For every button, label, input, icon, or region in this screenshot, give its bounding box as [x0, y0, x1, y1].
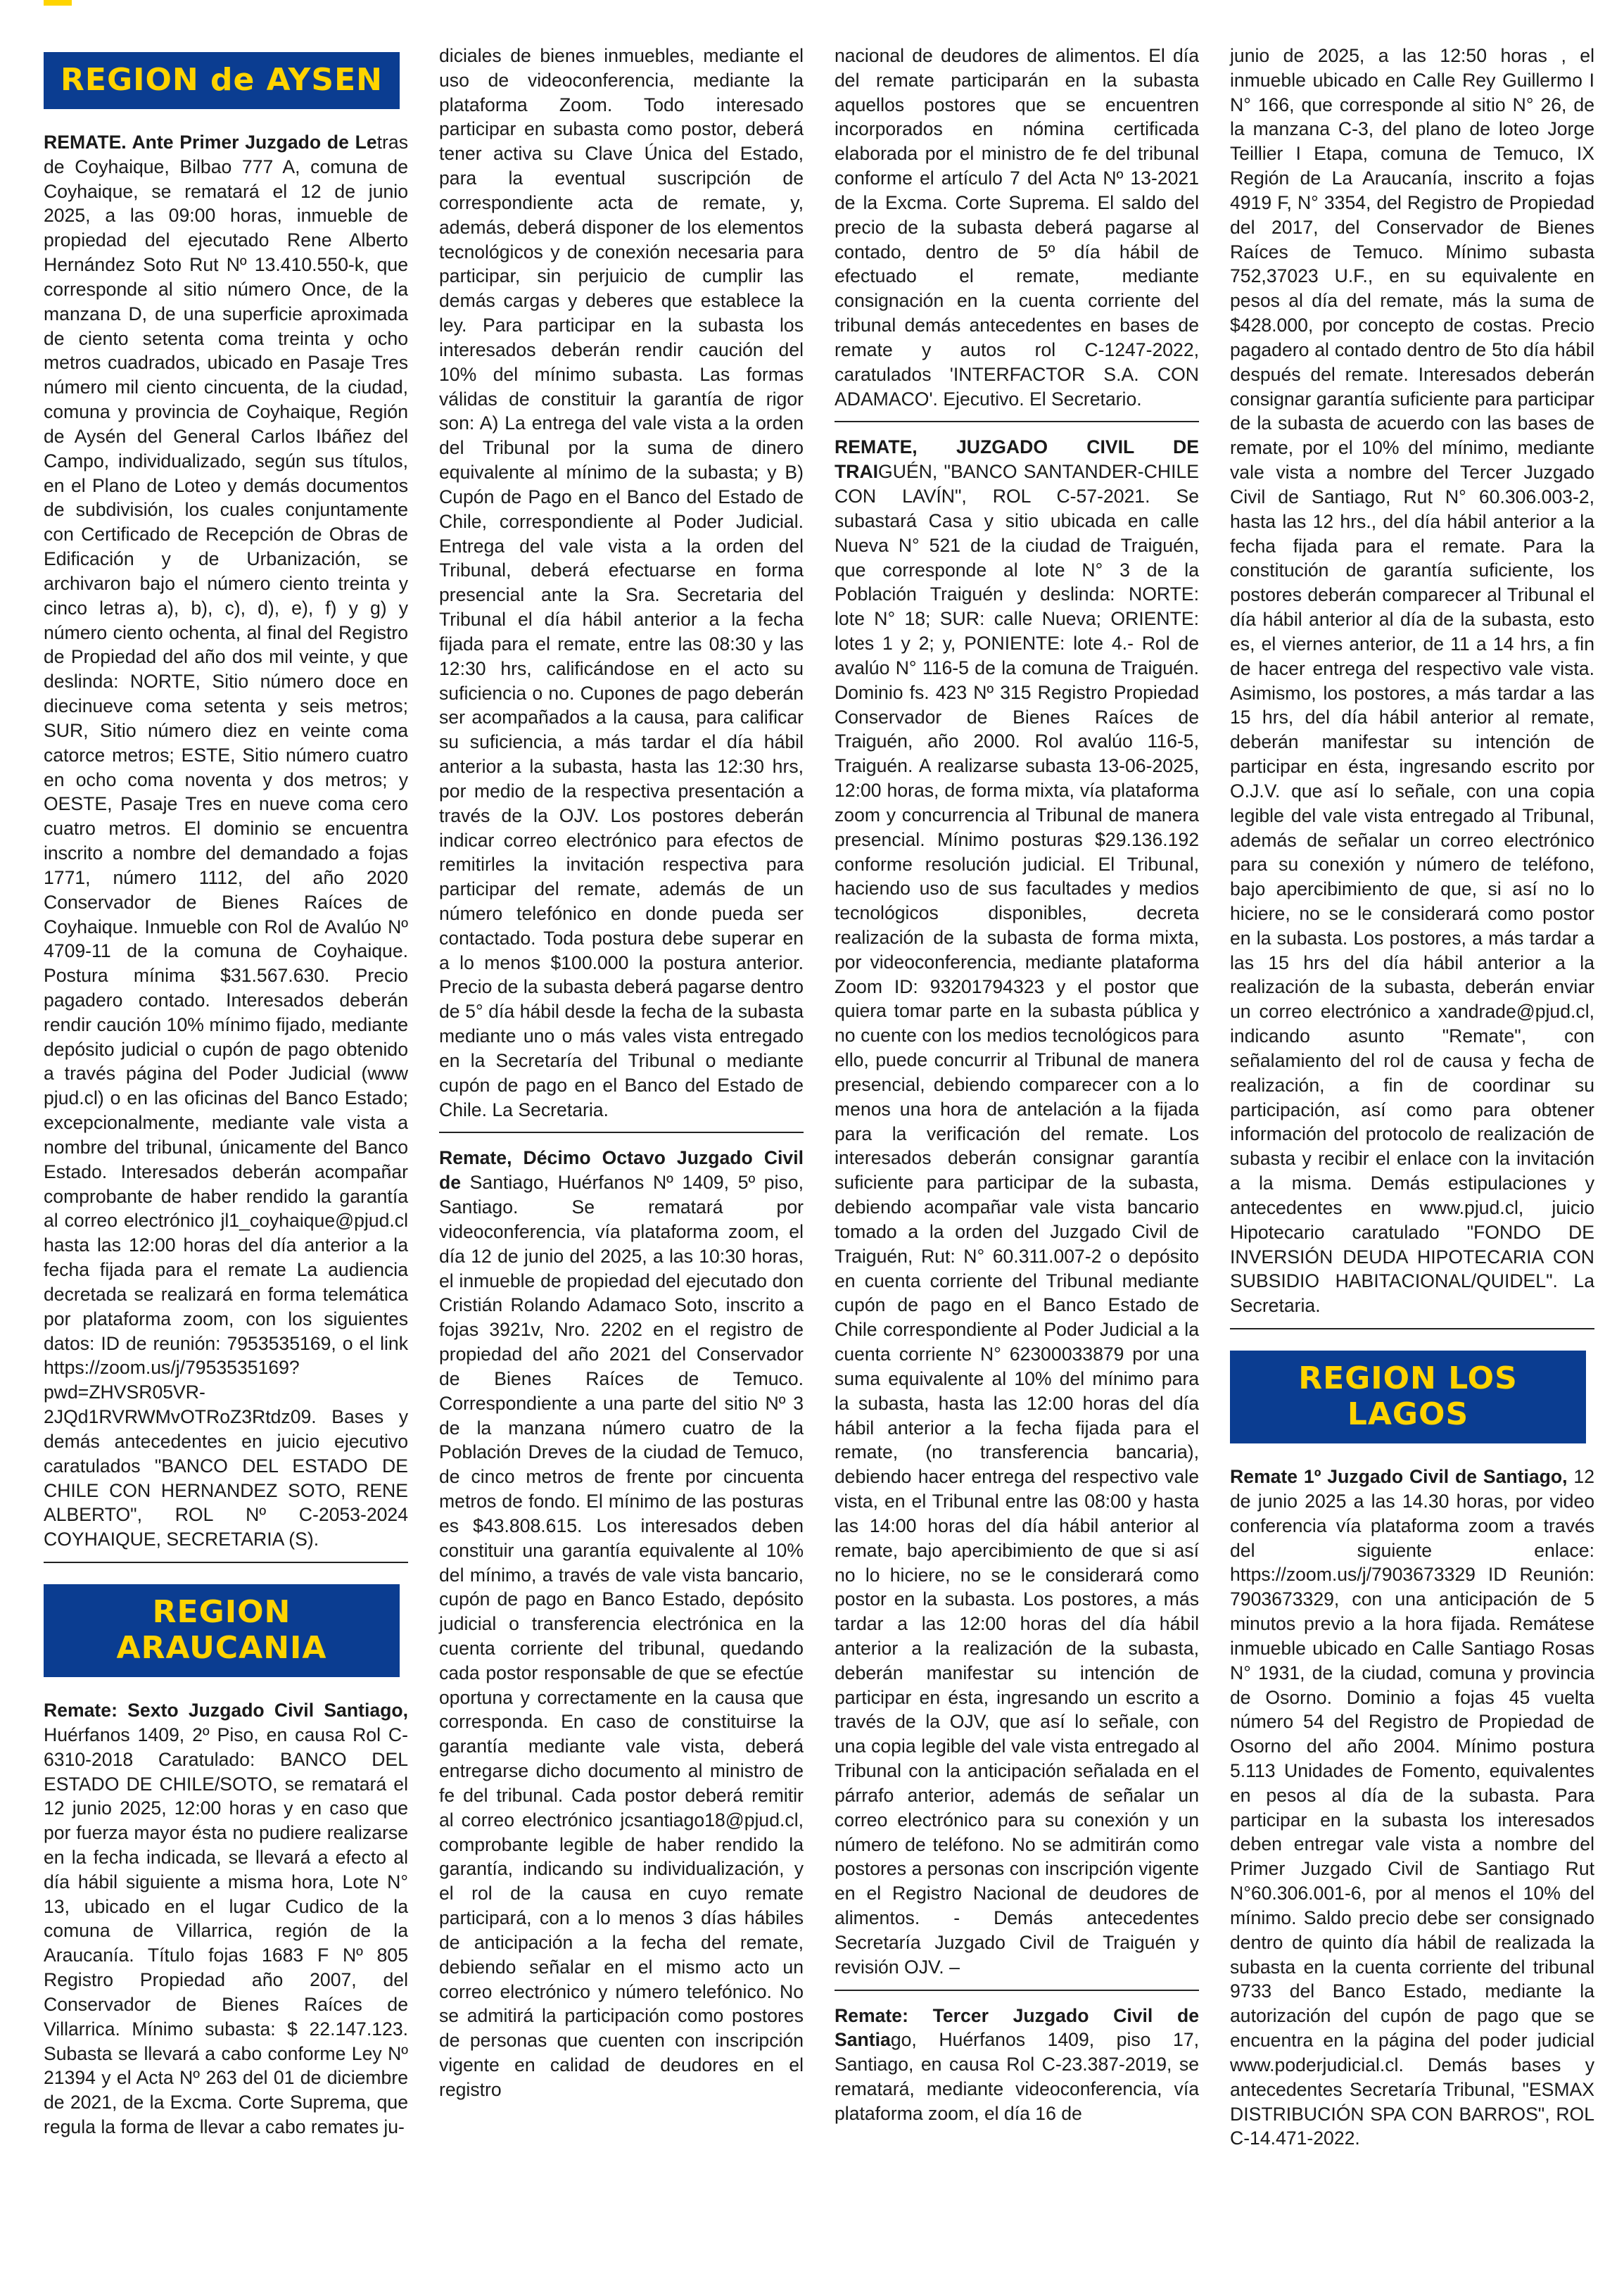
notice-decimo-octavo — [439, 1146, 804, 2111]
notice-lead: Remate: Sexto Juzgado Civil Santiago, — [44, 1700, 408, 1721]
notice-tercer-juzgado-cont — [1230, 44, 1594, 1329]
notice-body: tras de Coyhaique, Bilbao 777 A, comuna de Coyhaique, se rematará el 12 de junio 2025, a las 09:00 horas, inmueble de propiedad del ejecutado Rene Alberto Hernández Soto Rut Nº 13.410.550-k, que corresponde al sitio número Once, de la manzana D, de una superficie aproximada de ciento setenta coma treinta y ocho metros cuadrados, ubicado en Pasaje Tres número mil ciento cincuenta, de la ciudad, comuna y provincia de Coyhaique, Región de Aysén del General Carlos Ibáñez del Campo, individualizado, según sus títulos, en el Plano de Loteo y demás documentos de subdivisión, los cuales conjuntamente con Certificado de Recepción de Obras de Edificación y de Urbanización, se archivaron bajo el número ciento treinta y cinco letras a), b), c), d), e), f) y g) y número ciento ochenta, al final del Registro de Propiedad del año dos mil veinte, y que deslinda: NORTE, Sitio número doce en diecinueve coma setenta y seis metros; SUR, Sitio número diez en veinte coma catorce metros; ESTE, Sitio número cuatro en ocho coma noventa y dos metros; y OESTE, Pasaje Tres en nueve coma cero cuatro metros. El dominio se encuentra inscrito a nombre del demandado a fojas 1771, número 1112, del año 2020 Conservador de Bienes Raíces de Coyhaique. Inmueble con Rol de Avalúo Nº 4709-11 de la comuna de Coyhaique. Postura mínima $31.567.630. Precio pagadero contado. Interesados deberán rendir caución 10% mínimo fijado, mediante depósito judicial o cupón de pago obtenido a través página del Poder Judicial (www pjud.cl) o en las oficinas del Banco Estado; excepcionalmente, mediante vale vista a nombre del tribunal, únicamente del Banco Estado. Interesados deberán acompañar comprobante de haber rendido la garantía al correo electrónico jl1_coyhaique@pjud.cl hasta las 12:00 horas del día anterior a la fecha fijada para el remate La audiencia decretada se realizará en forma telemática por plataforma zoom, con los siguientes datos: ID de reunión: 7953535169, o el link https://zoom.us/j/7953535169?pwd=ZHVSR05VR-2JQd1RVRWMvOTRoZ3Rtdz09. Bases y demás antecedentes en juicio ejecutivo caratulados "BANCO DEL ESTADO DE CHILE CON HERNANDEZ SOTO, RENE ALBERTO", ROL Nº C-2053-2024 COYHAIQUE, SECRETARIA (S). — [44, 132, 408, 1550]
column-2 — [439, 44, 804, 2241]
notice-body: nacional de deudores de alimentos. El día del remate participarán en la subasta aquellos postores que se encuentren incorporados en nómina certificada elaborada por el ministro de fe del tribunal conforme el artículo 7 del Acta Nº 13-2021 de la Excma. Corte Suprema. El saldo del precio de la subasta deberá pagarse al contado, dentro de 5º día hábil de efectuado el remate, mediante consignación en la cuenta corriente del tribunal demás antecedentes en bases de remate y autos rol C-1247-2022, caratulados 'INTERFACTOR S.A. CON ADAMACO'. Ejecutivo. El Secretario. — [835, 45, 1199, 410]
notice-primer-juzgado — [1230, 1465, 1594, 2161]
notice-sexto-juzgado — [44, 1698, 408, 2149]
notice-tercer-juzgado — [835, 2004, 1199, 2136]
notice-lead: REMATE. Ante Primer Juzgado de Le — [44, 132, 377, 153]
notice-sexto-juzgado-cont — [439, 44, 804, 1133]
region-araucania-banner: REGION ARAUCANIA — [44, 1584, 400, 1677]
notice-body: Santiago, Huérfanos Nº 1409, 5º piso, Santiago. Se rematará por videoconferencia, vía plataforma zoom, el día 12 de junio del 2025, a las 10:30 horas, el inmueble de propiedad del ejecutado don Cristián Rolando Adamaco Soto, inscrito a fojas 3921v, Nro. 2202 en el registro de propiedad del año 2021 del Conservador de Bienes Raíces de Temuco. Correspondiente a una parte del sitio Nº 3 de la manzana número cuatro de la Población Dreves de la ciudad de Temuco, de cinco metros de frente por cincuenta metros de fondo. El mínimo de las posturas es $43.808.615. Los interesados deben constituir una garantía equivalente al 10% del mínimo, a través de vale vista bancario, cupón de pago en Banco Estado, depósito judicial o transferencia electrónica en la cuenta corriente del tribunal, quedando cada postor responsable de que se efectúe oportuna y correctamente en la causa que corresponda. En caso de constituirse la garantía mediante vale vista, deberá entregarse dicho documento al ministro de fe del tribunal. Cada postor deberá remitir al correo electrónico jcsantiago18@pjud.cl, comprobante legible de haber rendido la garantía, indicando su individualización, y el rol de la causa en cuyo remate participará, con a lo menos 3 días hábiles de anticipación a la fecha del remate, debiendo señalar en el mismo acto un correo electrónico y número telefónico. No se admitirá la participación como postores de personas que cuenten con inscripción vigente en calidad de deudores en el registro — [439, 1172, 804, 2100]
region-aysen-banner: REGION de AYSEN — [44, 52, 400, 109]
notice-coyhaique — [44, 130, 408, 1563]
notice-body: junio de 2025, a las 12:50 horas , el inmueble ubicado en Calle Rey Guillermo I N° 166, que corresponde al sitio N° 26, de la manzana C-3, del plano de loteo Jorge Teillier I Etapa, comuna de Temuco, IX Región de La Araucanía, inscrito a fojas 4919 F, N° 3354, del Registro de Propiedad del 2017, del Conservador de Bienes Raíces de Temuco. Mínimo subasta 752,37023 U.F., en su equivalente en pesos al día del remate, más la suma de $428.000, por concepto de costas. Precio pagadero al contado dentro de 5to día hábil después del remate. Interesados deberán consignar garantía suficiente para participar de la subasta de acuerdo con las bases de remate, por el 10% del mínimo, mediante vale vista a nombre del Tercer Juzgado Civil de Santiago, Rut N° 60.306.003-2, hasta las 12 hrs., del día hábil anterior a la fecha fijada para el remate. Para la constitución de garantía suficiente, los postores deberán comparecer al Tribunal el día hábil anterior al día de la subasta, esto es, el viernes anterior, de 11 a 14 hrs, a fin de hacer entrega del respectivo vale vista. Asimismo, los postores, a más tardar a las 15 hrs, del día hábil anterior al remate, deberán manifestar su intención de participar en ésta, ingresando escrito por O.J.V. que así lo señale, con una copia legible del vale vista entregado al Tribunal, además de señalar un correo electrónico para su conexión y número de teléfono, bajo apercibimiento de que, si así no lo hiciere, no se le considerará como postor en la subasta. Los postores, a más tardar a las 15 hrs del día hábil anterior a la realización de la subasta, deberán enviar un correo electrónico a xandrade@pjud.cl, indicando asunto "Remate", con señalamiento del rol de causa y fecha de realización, a fin de coordinar su participación, así como para obtener información del protocolo de realización de subasta y recibir el enlace con la invitación a la misma. Demás estipulaciones y antecedentes en www.pjud.cl, juicio Hipotecario caratulado "FONDO DE INVERSIÓN DEUDA HIPOTECARIA CON SUBSIDIO HABITACIONAL/QUIDEL". La Secretaria. — [1230, 45, 1594, 1317]
corner-accent — [44, 0, 72, 6]
notice-lead: Remate, Décimo Octavo Juzgado Civil de — [439, 1147, 804, 1194]
notice-body: go, Huérfanos 1409, piso 17, Santiago, en causa Rol C-23.387-2019, se rematará, mediante videoconferencia, vía plataforma zoom, el día 16 de — [835, 2029, 1199, 2124]
notice-traiguen — [835, 435, 1199, 1990]
column-1 — [44, 44, 408, 2241]
notice-body: GUÉN, "BANCO SANTANDER-CHILE CON LAVÍN", ROL C-57-2021. Se subastará Casa y sitio ubicada en calle Nueva N° 521 de la ciudad de Traiguén, que corresponde al lote N° 3 de la Población Traiguén y deslinda: NORTE: lote N° 18; SUR: calle Nueva; ORIENTE: lotes 1 y 2; y, PONIENTE: lote 4.- Rol de avalúo N° 116-5 de la comuna de Traiguén. Dominio fs. 423 Nº 315 Registro Propiedad Conservador de Bienes Raíces de Traiguén, año 2000. Rol avalúo 116-5, Traiguén. A realizarse subasta 13-06-2025, 12:00 horas, de forma mixta, vía plataforma zoom y concurrencia al Tribunal de manera presencial. Mínimo posturas $29.136.192 conforme resolución judicial. El Tribunal, haciendo uso de sus facultades y medios tecnológicos disponibles, decreta realización de la subasta de forma mixta, por videoconferencia, mediante plataforma Zoom ID: 93201794323 y el postor que quiera tomar parte en la subasta pública y no cuente con los medios tecnológicos para ello, puede concurrir al Tribunal de manera presencial, debiendo comparecer con a lo menos una hora de antelación a la fijada para la verificación del remate. Los interesados deberán consignar garantía suficiente para participar de la subasta, debiendo acompañar vale vista bancario tomado a la orden del Juzgado Civil de Traiguén, Rut: N° 60.311.007-2 o depósito en cuenta corriente del Tribunal mediante cupón de pago en el Banco Estado de Chile correspondiente al Poder Judicial a la cuenta corriente N° 62300033879 por una suma equivalente al 10% del mínimo para la subasta, hasta las 12:00 horas del día hábil anterior a la fecha fijada para el remate, (no transferencia bancaria), debiendo hacer entrega del respectivo vale vista, en el Tribunal entre las 08:00 y hasta las 14:00 horas del día hábil anterior al remate, bajo apercibimiento de que si así no lo hiciere, no se le considerará como postor en la subasta. Los postores, a más tardar a las 12:00 horas del día hábil anterior a la realización de la subasta, deberán manifestar su intención de participar en ésta, ingresando un escrito a través de la OJV, que así lo señale, con una copia legible del vale vista entregado al Tribunal con la anticipación señalada en el párrafo anterior, además de señalar un correo electrónico para su conexión y un número de teléfono. No se admitirán como postores a personas con inscripción vigente en el Registro Nacional de deudores de alimentos. - Demás antecedentes Secretaría Juzgado Civil de Traiguén y revisión OJV. – — [835, 461, 1199, 1978]
column-4 — [1230, 44, 1594, 2241]
notice-body: 12 de junio 2025 a las 14.30 horas, por video conferencia vía plataforma zoom a través del siguiente enlace: https://zoom.us/j/7903673329 ID Reunión: 7903673329, con una anticipación de 5 minutos previo a la hora fijada. Remátese inmueble ubicado en Calle Santiago Rosas N° 1931, de la ciudad, comuna y provincia de Osorno. Dominio a fojas 45 vuelta número 54 del Registro de Propiedad de Osorno del año 2004. Mínimo postura 5.113 Unidades de Fomento, equivalentes en pesos al día de la subasta. Para participar en la subasta los interesados deben entregar vale vista a nombre del Primer Juzgado Civil de Santiago Rut N°60.306.001-6, por al menos el 10% del mínimo. Saldo precio debe ser consignado dentro de quinto día hábil de realizada la subasta en la cuenta corriente del tribunal 9733 del Banco Estado, mediante la autorización del cupón de pago que se encuentra en la página del poder judicial www.poderjudicial.cl. Demás bases y antecedentes Secretaría Tribunal, "ESMAX DISTRIBUCIÓN SPA CON BARROS", ROL C-14.471-2022. — [1230, 1466, 1594, 2149]
column-3 — [835, 44, 1199, 2241]
notice-lead: Remate 1º Juzgado Civil de Santiago, — [1230, 1466, 1568, 1488]
notice-lead: Remate: Tercer Juzgado Civil de Santia — [835, 2004, 1199, 2051]
notice-decimo-octavo-cont — [835, 44, 1199, 422]
notice-body: Huérfanos 1409, 2º Piso, en causa Rol C-6310-2018 Caratulado: BANCO DEL ESTADO DE CHILE/SOTO, se rematará el 12 junio 2025, 12:00 horas y en caso que por fuerza mayor ésta no pudiere realizarse en la fecha indicada, se llevará a efecto al día hábil siguiente a misma hora, Lote N° 13, ubicado en el lugar Cudico de la comuna de Villarrica, región de la Araucanía. Título fojas 1683 F Nº 805 Registro Propiedad año 2007, del Conservador de Bienes Raíces de Villarrica. Mínimo subasta: $ 22.147.123. Subasta se llevará a cabo conforme Ley Nº 21394 y el Acta Nº 263 del 01 de diciembre de 2021, de la Excma. Corte Suprema, que regula la forma de llevar a cabo remates ju- — [44, 1724, 408, 2138]
notice-lead: REMATE, JUZGADO CIVIL DE TRAI — [835, 436, 1199, 483]
notice-body: diciales de bienes inmuebles, mediante el uso de videoconferencia, mediante la plataforma Zoom. Todo interesado participar en subasta como postor, deberá tener activa su Clave Única del Estado, para la eventual suscripción de correspondiente acta de remate, y, además, deberá disponer de los elementos tecnológicos y de conexión necesaria para participar, sin perjuicio de cumplir las demás cargas y deberes que establece la ley. Para participar en la subasta los interesados deberán rendir caución del 10% del mínimo subasta. Las formas válidas de constituir la garantía de rigor son: A) La entrega del vale vista a la orden del Tribunal por la suma de dinero equivalente al mínimo de la subasta; y B) Cupón de Pago en el Banco del Estado de Chile, correspondiente al Poder Judicial. Entrega del vale vista a la orden del Tribunal, deberá efectuarse en forma presencial ante la Sra. Secretaria del Tribunal el día hábil anterior a la fecha fijada para el remate, entre las 08:30 y las 12:30 hrs, calificándose en el acto su suficiencia o no. Cupones de pago deberán ser acompañados a la causa, para calificar su suficiencia, a más tardar el día hábil anterior a la subasta, hasta las 12:30 hrs, por medio de la respectiva presentación a través de la OJV. Los postores deberán indicar correo electrónico para efectos de remitirles la invitación respectiva para participar del remate, además de un número telefónico en donde pueda ser contactado. Toda postura debe superar en a lo menos $100.000 la postura anterior. Precio de la subasta deberá pagarse dentro de 5° día hábil desde la fecha de la subasta mediante uno o más vales vista entregado en la Secretaría del Tribunal o mediante cupón de pago en el Banco del Estado de Chile. La Secretaria. — [439, 45, 804, 1120]
region-los-lagos-banner: REGION LOS LAGOS — [1230, 1351, 1586, 1443]
